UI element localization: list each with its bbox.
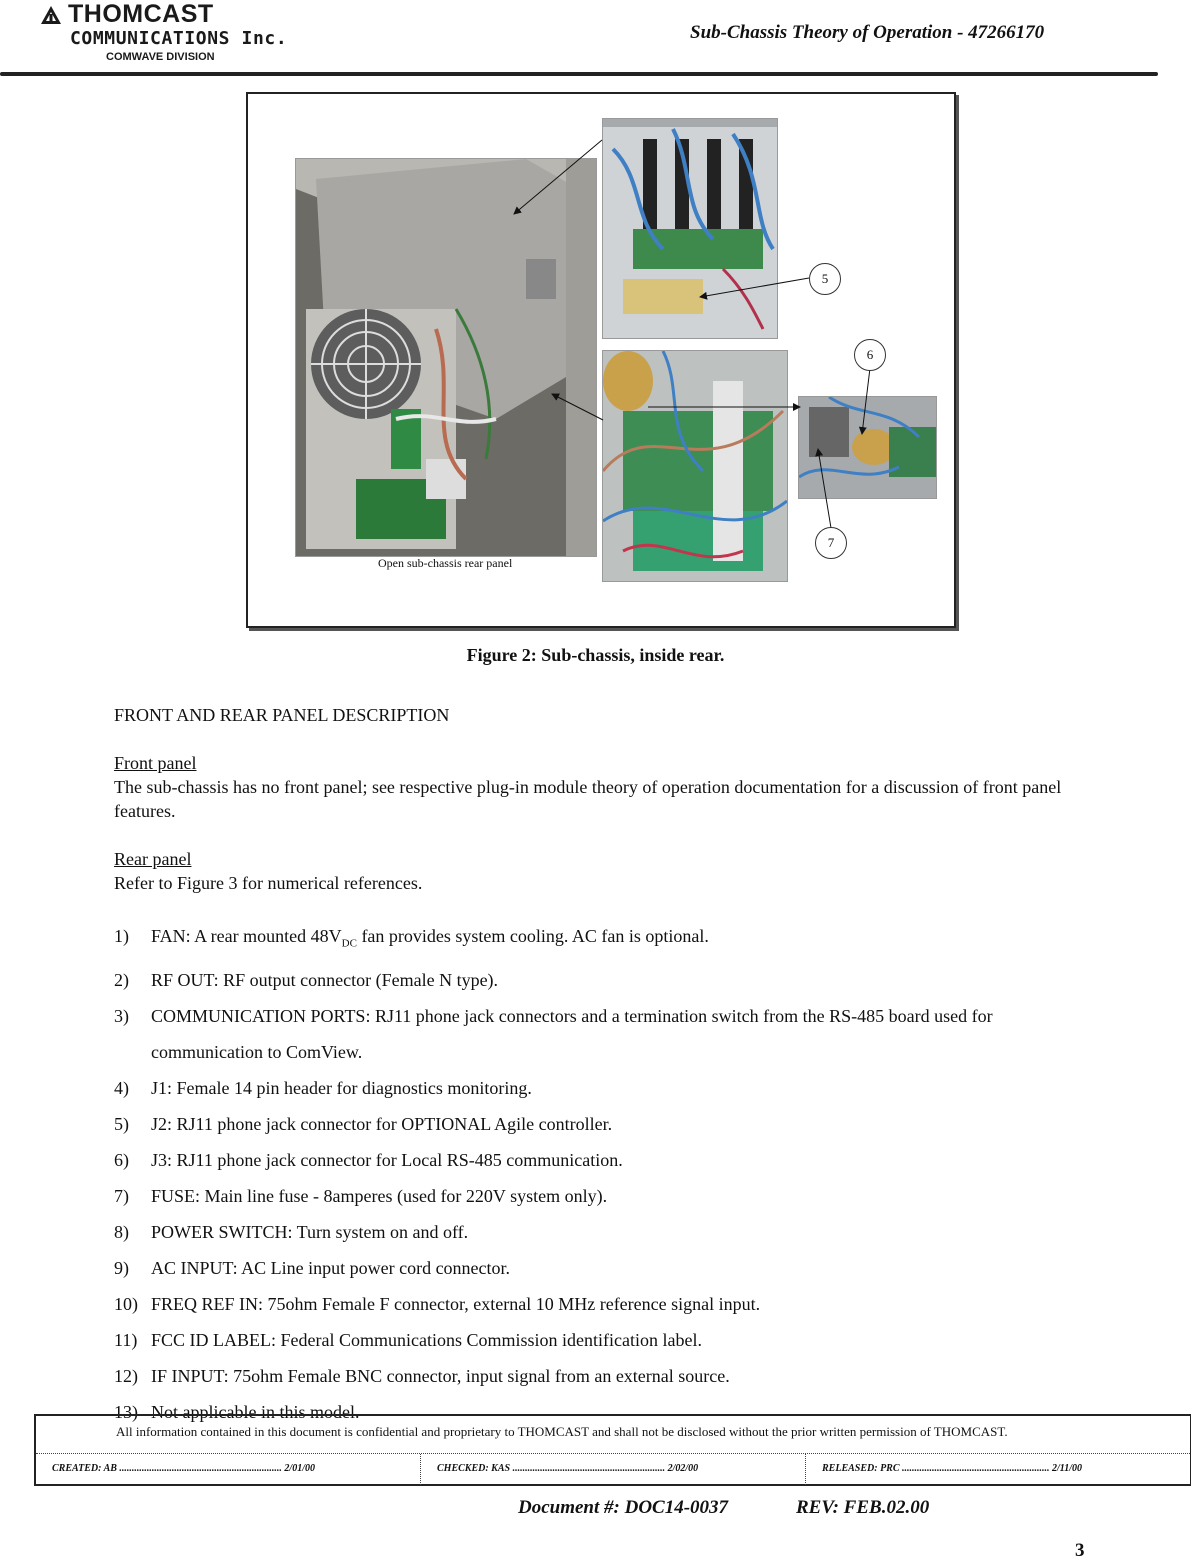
callout-5: 5	[809, 263, 841, 295]
list-item-text: FUSE: Main line fuse - 8amperes (used for 220V system only).	[151, 1185, 608, 1206]
photo-caption: Open sub-chassis rear panel	[378, 556, 513, 570]
list-item-text: J1: Female 14 pin header for diagnostics monitoring.	[151, 1077, 532, 1098]
list-item	[114, 962, 1094, 998]
callout-leader-lines	[248, 94, 954, 626]
list-item-number: 11)	[114, 1329, 138, 1350]
list-item-text: FCC ID LABEL: Federal Communications Commission identification label.	[151, 1329, 702, 1350]
front-panel-section	[114, 751, 1074, 823]
company-subtitle: COMMUNICATIONS Inc.	[70, 28, 288, 49]
document-revision: REV: FEB.02.00	[796, 1497, 930, 1518]
front-panel-title: Front panel	[114, 753, 197, 773]
list-item-number: 1)	[114, 926, 129, 946]
list-item	[114, 1070, 1094, 1106]
list-item-text: AC INPUT: AC Line input power cord connector.	[151, 1257, 511, 1278]
section-heading: FRONT AND REAR PANEL DESCRIPTION	[114, 705, 450, 725]
rear-panel-text: Refer to Figure 3 for numerical references.	[114, 873, 423, 893]
thomcast-logo-icon	[40, 3, 62, 32]
company-division: COMWAVE DIVISION	[106, 51, 215, 63]
list-item-text: J2: RJ11 phone jack connector for OPTIONAL Agile controller.	[151, 1113, 613, 1134]
list-item-text: RF OUT: RF output connector (Female N type).	[151, 969, 499, 990]
list-item	[114, 998, 1094, 1070]
list-item-number: 3)	[114, 1005, 129, 1026]
list-item-text: Not applicable in this model.	[151, 1401, 360, 1422]
footer-box	[34, 1414, 1191, 1486]
list-item	[114, 1358, 1094, 1394]
document-number: Document #: DOC14-0037	[518, 1497, 729, 1518]
callout-6: 6	[854, 339, 886, 371]
list-item-number: 10)	[114, 1293, 138, 1314]
list-item-text: COMMUNICATION PORTS: RJ11 phone jack connectors and a termination switch from the RS-485 board used for communication to ComView.	[151, 1005, 993, 1062]
rear-panel-list	[114, 918, 1094, 1430]
list-item-text: J3: RJ11 phone jack connector for Local RS-485 communication.	[151, 1149, 623, 1170]
footer-released: RELEASED: PRC ........................................................... 2/11/00	[822, 1463, 1083, 1474]
confidential-notice: All information contained in this document is confidential and proprietary to THOMCAST and shall not be disclosed without the prior written permission of THOMCAST.	[116, 1424, 1008, 1439]
list-item-text: IF INPUT: 75ohm Female BNC connector, input signal from an external source.	[151, 1365, 730, 1386]
list-item-number: 8)	[114, 1221, 129, 1242]
footer-signoff-row	[36, 1453, 1190, 1485]
rear-panel-section	[114, 847, 1074, 895]
list-item	[114, 1142, 1094, 1178]
list-item	[114, 1286, 1094, 1322]
front-panel-text: The sub-chassis has no front panel; see respective plug-in module theory of operation documentation for a discussion of front panel features.	[114, 777, 1062, 821]
footer-created: CREATED: AB ................................................................. 2/01/00	[36, 1454, 421, 1485]
list-item	[114, 1178, 1094, 1214]
list-item-number: 12)	[114, 1365, 138, 1386]
list-item-number: 7)	[114, 1185, 129, 1206]
list-item	[114, 1106, 1094, 1142]
list-item-number: 5)	[114, 1113, 129, 1134]
list-item-text: FREQ REF IN: 75ohm Female F connector, external 10 MHz reference signal input.	[151, 1293, 761, 1314]
footer-checked: CHECKED: KAS ............................................................. 2/02/00	[421, 1454, 806, 1485]
company-name: THOMCAST	[68, 0, 214, 28]
list-item-number: 13)	[114, 1401, 138, 1422]
list-item	[114, 1214, 1094, 1250]
page-number: 3	[1075, 1540, 1085, 1561]
list-item-number: 9)	[114, 1257, 129, 1278]
figure-frame	[246, 92, 956, 628]
figure-caption: Figure 2: Sub-chassis, inside rear.	[466, 645, 725, 665]
header-rule	[0, 72, 1158, 76]
list-item-number: 4)	[114, 1077, 129, 1098]
document-title: Sub-Chassis Theory of Operation - 47266170	[690, 22, 1045, 43]
list-item-text: FAN: A rear mounted $48V_{DC}$ fan provides system cooling. AC fan is optional.	[151, 926, 709, 950]
rear-panel-title: Rear panel	[114, 849, 192, 869]
list-item	[114, 1322, 1094, 1358]
callout-7: 7	[815, 527, 847, 559]
list-item	[114, 918, 1094, 962]
list-item-number: 6)	[114, 1149, 129, 1170]
list-item-text: POWER SWITCH: Turn system on and off.	[151, 1221, 469, 1242]
list-item	[114, 1250, 1094, 1286]
list-item-number: 2)	[114, 969, 129, 990]
